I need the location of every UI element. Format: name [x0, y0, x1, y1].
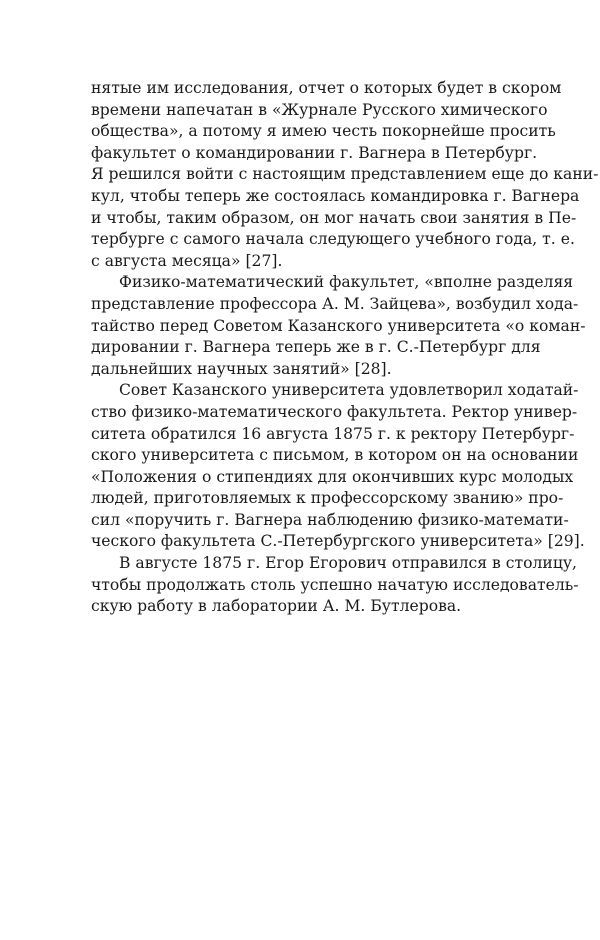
text-line: Физико-математический факультет, «вполне разделяя — [119, 273, 574, 292]
text-line: времени напечатан в «Журнале Русского химического — [91, 100, 548, 119]
text-line: кул, чтобы теперь же состоялась командировка г. Вагнера — [91, 186, 580, 205]
text-line: «Положения о стипендиях для окончивших курс молодых — [91, 467, 574, 486]
text-line: с августа месяца» [27]. — [91, 251, 283, 270]
text-line: ского университета с письмом, в котором он на основании — [91, 446, 579, 465]
paragraph-faculty-petition — [91, 272, 586, 380]
text-line: нятые им исследования, отчет о которых будет в скором — [91, 79, 562, 97]
paragraph-departure — [91, 553, 579, 618]
text-line: дировании г. Вагнера теперь же в г. С.-Петербург для — [91, 338, 541, 357]
text-line: тайство перед Советом Казанского университета «о коман- — [91, 316, 586, 335]
paragraph-letter-quote-end — [91, 78, 599, 272]
text-line: представление профессора А. М. Зайцева», возбудил хода- — [91, 294, 579, 313]
text-line: ческого факультета С.-Петербургского университета» [29]. — [91, 532, 585, 551]
text-line: тербурге с самого начала следующего учебного года, т. е. — [91, 230, 575, 249]
text-line: Совет Казанского университета удовлетворил ходатай- — [119, 381, 579, 400]
text-line: общества», а потому я имею честь покорнейше просить — [91, 122, 556, 141]
text-line: скую работу в лаборатории А. М. Бутлерова. — [91, 597, 462, 616]
text-line: дальнейших научных занятий» [28]. — [91, 359, 392, 378]
text-line: В августе 1875 г. Егор Егорович отправился в столицу, — [119, 554, 577, 573]
text-line: Я решился войти с настоящим представлением еще до кани- — [91, 165, 599, 184]
page-text — [91, 78, 599, 618]
text-line: сил «поручить г. Вагнера наблюдению физико-математи- — [91, 510, 569, 529]
text-line: ство физико-математического факультета. Ректор универ- — [91, 402, 578, 421]
text-line: и чтобы, таким образом, он мог начать свои занятия в Пе- — [91, 208, 577, 227]
text-line: чтобы продолжать столь успешно начатую исследователь- — [91, 575, 579, 594]
paragraph-council-decision — [91, 380, 585, 553]
text-line: факультет о командировании г. Вагнера в Петербург. — [91, 143, 538, 162]
text-line: ситета обратился 16 августа 1875 г. к ректору Петербург- — [91, 424, 575, 443]
text-line: людей, приготовляемых к профессорскому званию» про- — [91, 489, 564, 508]
